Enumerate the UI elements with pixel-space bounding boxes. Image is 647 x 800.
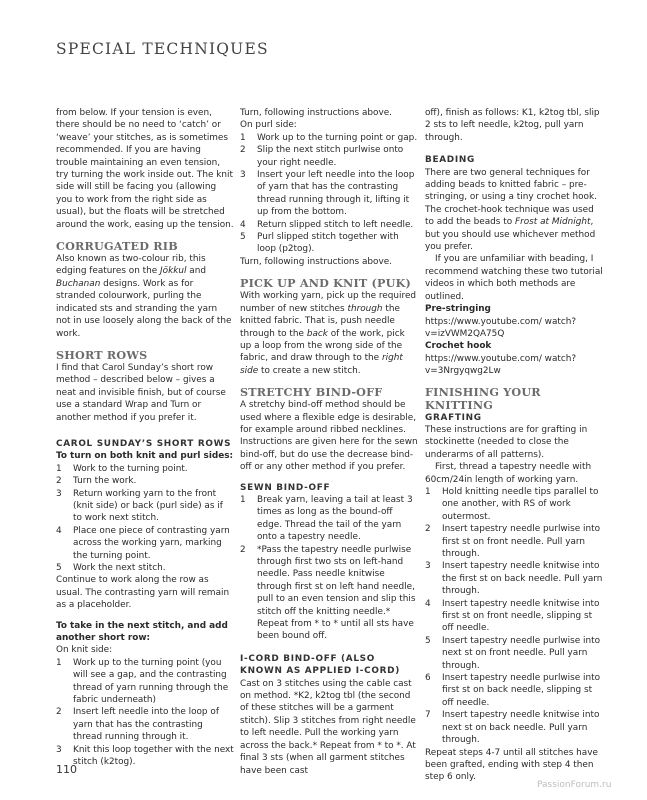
list-item bbox=[240, 544, 418, 643]
step-number: 5 bbox=[240, 232, 246, 243]
step-number: 5 bbox=[56, 563, 62, 573]
icord-text: Cast on 3 stitches using the cable cast on method. *K2, k2tog tbl (the second of these stitches will be a garment stitch). Slip 3 stitches from right needle to left needle. Pull the working yarn across the back.* Repeat from * to *. At final 3 sts (when all garment stitches have been cast bbox=[240, 678, 416, 776]
short-rows-heading: SHORT ROWS bbox=[56, 347, 148, 362]
step-number: 6 bbox=[425, 673, 431, 684]
turn-following-text: Turn, following instructions above. bbox=[240, 108, 393, 118]
step-text: Knit this loop together with the next stitch (k2tog). bbox=[73, 744, 234, 768]
steps-list bbox=[240, 494, 418, 643]
step-text: Return slipped stitch to left needle. bbox=[257, 219, 414, 230]
step-number: 1 bbox=[240, 132, 246, 143]
step-text: Insert tapestry needle purlwise into first st on front needle. Pull yarn through. bbox=[442, 524, 601, 559]
list-item bbox=[56, 744, 234, 769]
step-text: Insert left needle into the loop of yarn that has the contrasting thread running through it. bbox=[73, 707, 219, 743]
step-number: 4 bbox=[425, 598, 431, 609]
pre-stringing-link[interactable]: https://www.youtube.com/ watch?v=izVWM2QA75Q bbox=[425, 316, 577, 339]
list-item bbox=[240, 219, 418, 231]
puk-heading: PICK UP AND KNIT (PUK) bbox=[240, 276, 412, 291]
off-text: off), finish as follows: K1, k2tog tbl, slip 2 sts to left needle, k2tog, pull yarn through. bbox=[425, 108, 600, 143]
pre-stringing-label: Pre-stringing bbox=[425, 304, 491, 315]
step-number: 3 bbox=[240, 170, 246, 181]
step-text: Hold knitting needle tips parallel to one another, with RS of work outermost. bbox=[442, 486, 599, 522]
list-item bbox=[56, 475, 234, 487]
step-text: Slip the next stitch purlwise onto your right needle. bbox=[257, 145, 404, 168]
running-header: SPECIAL TECHNIQUES bbox=[56, 40, 269, 58]
list-item bbox=[425, 709, 603, 746]
step-text: *Pass the tapestry needle purlwise through first two sts on left-hand needle. Pass needle knitwise through first st on left hand needle, pull to an even tension and slip this stitch off the knitting needle.* Repeat from * to * until all sts have been bound off. bbox=[257, 544, 416, 642]
step-text: Work up to the turning point (you will see a gap, and the contrasting thread of yarn running through the fabric underneath) bbox=[73, 657, 229, 706]
list-item bbox=[56, 706, 234, 743]
list-item bbox=[425, 598, 603, 635]
icord-bind-off-heading: I-CORD BIND-OFF (ALSO KNOWN AS APPLIED I-CORD) bbox=[240, 653, 400, 677]
list-item bbox=[240, 132, 418, 144]
step-text: Work to the turning point. bbox=[73, 463, 188, 474]
step-text: Insert tapestry needle purlwise into first st on back needle, slipping st off needle. bbox=[442, 673, 601, 708]
step-number: 5 bbox=[425, 635, 431, 646]
page-number: 110 bbox=[56, 763, 77, 776]
finishing-heading: FINISHING YOUR KNITTING bbox=[425, 384, 541, 412]
steps-list bbox=[56, 657, 234, 769]
list-item bbox=[425, 635, 603, 672]
grafting-heading: GRAFTING bbox=[425, 412, 482, 423]
column-3 bbox=[425, 107, 603, 784]
step-text: Work up to the turning point or gap. bbox=[257, 132, 418, 143]
list-item bbox=[240, 494, 418, 544]
on-purl-label: On purl side: bbox=[240, 120, 297, 131]
step-number: 2 bbox=[240, 544, 246, 555]
list-item bbox=[56, 463, 234, 475]
grafting-text-2: First, thread a tapestry needle with 60cm/24in length of working yarn. bbox=[425, 462, 592, 485]
list-item bbox=[240, 231, 418, 256]
step-number: 1 bbox=[425, 486, 431, 497]
step-number: 2 bbox=[240, 145, 246, 156]
step-text: Insert tapestry needle knitwise into the first st on back needle. Pull yarn through. bbox=[442, 561, 603, 597]
step-number: 3 bbox=[425, 561, 431, 572]
grafting-text: These instructions are for grafting in stockinette (needed to close the underarms of all patterns). bbox=[425, 424, 588, 460]
step-text: Place one piece of contrasting yarn across the working yarn, marking the turning point. bbox=[73, 525, 230, 561]
step-text: Turn the work. bbox=[73, 476, 137, 487]
stretchy-bind-off-text: A stretchy bind-off method should be used where a flexible edge is desirable, for example around ribbed necklines. Instructions are given here for the sewn bind-off, but do use the decrease bind-off or any other method if you prefer. bbox=[240, 400, 418, 473]
on-knit-label: On knit side: bbox=[56, 645, 113, 656]
repeat-text: Repeat steps 4-7 until all stitches have been grafted, ending with step 4 then step 6 only. bbox=[425, 747, 598, 783]
step-text: Insert tapestry needle knitwise into next st on back needle. Pull yarn through. bbox=[442, 710, 600, 746]
step-number: 2 bbox=[56, 707, 62, 718]
step-text: Return working yarn to the front (knit side) or back (purl side) as if to work next stitch. bbox=[73, 488, 223, 524]
steps-list bbox=[240, 132, 418, 256]
turn-on-label: To turn on both knit and purl sides: bbox=[56, 451, 234, 462]
carol-sunday-heading: CAROL SUNDAY’S SHORT ROWS bbox=[56, 438, 232, 449]
list-item bbox=[56, 525, 234, 562]
crochet-hook-link[interactable]: https://www.youtube.com/ watch?v=3Nrgyqwg2Lw bbox=[425, 353, 577, 377]
step-text: Work the next stitch. bbox=[73, 563, 166, 573]
list-item bbox=[425, 560, 603, 597]
beading-text: There are two general techniques for adding beads to knitted fabric – pre-stringing, or using a tiny crochet hook. The crochet-hook technique was used to add the beads to Frost at Midnight, but you should use whichever method you prefer. bbox=[425, 167, 597, 253]
step-number: 3 bbox=[56, 488, 62, 499]
column-2 bbox=[240, 107, 418, 777]
step-text: Insert your left needle into the loop of yarn that has the contrasting thread running through it, lifting it up from the bottom. bbox=[257, 170, 415, 218]
sewn-bind-off-heading: SEWN BIND-OFF bbox=[240, 482, 331, 493]
intro-paragraph: from below. If your tension is even, there should be no need to ‘catch’ or ‘weave’ your stitches, as is sometimes recommended. If you are having trouble maintaining an even tension, try turning the work inside out. The knit side will still be facing you (allowing you to work from the right side as usual), but the floats will be stretched around the work, easing up the tension. bbox=[56, 108, 234, 230]
stretchy-bind-off-heading: STRETCHY BIND-OFF bbox=[240, 385, 383, 400]
list-item bbox=[425, 523, 603, 560]
step-number: 7 bbox=[425, 710, 431, 721]
step-number: 2 bbox=[56, 476, 62, 487]
puk-text: With working yarn, pick up the required number of new stitches through the knitted fabric. That is, push needle through to the back of the work, pick up a loop from the wrong side of the fabric, and draw through to the right side to create a new stitch. bbox=[240, 291, 417, 376]
list-item bbox=[425, 672, 603, 709]
steps-list bbox=[56, 463, 234, 575]
step-number: 2 bbox=[425, 524, 431, 535]
list-item bbox=[240, 169, 418, 219]
step-text: Insert tapestry needle knitwise into first st on front needle, slipping st off needle. bbox=[442, 598, 600, 634]
step-number: 3 bbox=[56, 744, 62, 755]
list-item bbox=[240, 144, 418, 169]
step-number: 4 bbox=[56, 525, 62, 536]
step-number: 1 bbox=[56, 657, 62, 668]
list-item bbox=[56, 657, 234, 707]
list-item bbox=[56, 562, 234, 574]
step-text: Insert tapestry needle purlwise into next st on front needle. Pull yarn through. bbox=[442, 635, 601, 671]
watermark: PassionForum.ru bbox=[537, 780, 612, 790]
step-number: 1 bbox=[240, 494, 246, 505]
beading-heading: BEADING bbox=[425, 155, 475, 166]
step-number: 4 bbox=[240, 219, 246, 230]
step-text: Purl slipped stitch together with loop (p2tog). bbox=[257, 232, 399, 255]
short-rows-text: I find that Carol Sunday’s short row method – described below – gives a neat and invisible finish, but of course use a standard Wrap and Turn or another method if you prefer it. bbox=[56, 362, 226, 423]
list-item bbox=[425, 486, 603, 523]
turn-following-text: Turn, following instructions above. bbox=[240, 256, 393, 267]
corrugated-rib-heading: CORRUGATED RIB bbox=[56, 239, 178, 254]
take-in-label: To take in the next stitch, and add another short row: bbox=[56, 620, 228, 644]
steps-list bbox=[425, 486, 603, 747]
beading-text-2: If you are unfamiliar with beading, I recommend watching these two tutorial videos in which both methods are outlined. bbox=[425, 254, 603, 302]
crochet-hook-label: Crochet hook bbox=[425, 341, 492, 352]
corrugated-rib-text: Also known as two-colour rib, this edging features on the Jökkul and Buchanan designs. Work as for stranded colourwork, purling the indicated sts and stranding the yarn not in use loosely along the back of the work. bbox=[56, 254, 232, 339]
list-item bbox=[56, 488, 234, 525]
step-number: 1 bbox=[56, 463, 62, 474]
step-text: Break yarn, leaving a tail at least 3 times as long as the bound-off edge. Thread the tail of the yarn onto a tapestry needle. bbox=[257, 494, 413, 543]
column-1 bbox=[56, 107, 234, 769]
continue-text: Continue to work along the row as usual. The contrasting yarn will remain as a placeholder. bbox=[56, 575, 230, 611]
